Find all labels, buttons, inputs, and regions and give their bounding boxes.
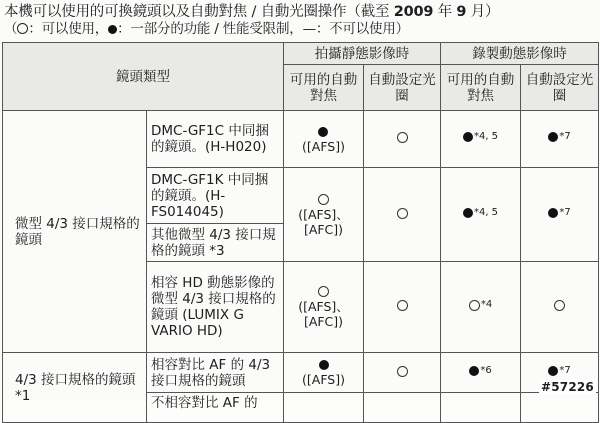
open-circle-icon <box>554 300 565 311</box>
legend-filled-text: ：一部分的功能 / 性能受限制， <box>117 21 303 37</box>
header-still-group: 拍攝靜態影像時 <box>284 43 441 65</box>
still-aperture-cell <box>364 262 441 353</box>
legend-open-paren: （ <box>4 21 18 37</box>
af-mode-text: ([AFS]、[AFC]) <box>298 299 349 329</box>
open-circle-icon <box>397 366 408 377</box>
lens-name-cell: DMC-GF1C 中同捆的鏡頭。(H-H020) <box>147 111 284 168</box>
still-af-cell <box>284 168 364 262</box>
movie-aperture-cell <box>521 111 599 168</box>
lens-name-cell: 相容對比 AF 的 4/3 接口規格的鏡頭 <box>147 353 284 393</box>
heading-prefix: 本機可以使用的可換鏡頭以及自動對焦 / 自動光圈操作（截至 <box>4 4 394 20</box>
symbol-legend <box>4 21 409 38</box>
legend-dash-text: —：不可以使用） <box>302 21 409 37</box>
lens-compatibility-table <box>2 42 599 423</box>
group-label-micro-four-thirds: 微型 4/3 接口規格的鏡頭 <box>3 111 147 353</box>
header-row-1 <box>3 43 599 65</box>
header-movie-group: 錄製動態影像時 <box>441 43 599 65</box>
footnote-mark: *4, 5 <box>473 131 499 142</box>
lens-name-cell: DMC-GF1K 中同捆的鏡頭。(H-FS014045) <box>147 168 284 224</box>
heading-year-suffix: 年 <box>433 4 457 20</box>
still-af-cell <box>284 353 364 393</box>
movie-aperture-cell <box>521 262 599 353</box>
header-movie-aperture: 自動設定光圈 <box>521 65 599 111</box>
footnote-mark: *4 <box>480 298 493 310</box>
af-mode-text: ([AFS]) <box>302 372 345 387</box>
heading-month: 9 <box>456 4 467 20</box>
lens-name-cell: 不相容對比 AF 的 <box>147 393 284 423</box>
header-lens-type: 鏡頭類型 <box>3 43 284 111</box>
filled-circle-icon <box>463 132 473 142</box>
table-row <box>3 353 599 393</box>
movie-aperture-cell <box>521 393 599 423</box>
open-circle-icon <box>397 300 408 311</box>
open-circle-icon <box>17 23 28 34</box>
lens-name-cell: 相容 HD 動態影像的微型 4/3 接口規格的鏡頭 (LUMIX G VARIO HD) <box>147 262 284 353</box>
open-circle-icon <box>397 132 408 143</box>
still-aperture-cell <box>364 168 441 262</box>
still-aperture-cell <box>364 393 441 423</box>
movie-af-cell <box>441 262 521 353</box>
header-still-aperture: 自動設定光圈 <box>364 65 441 111</box>
filled-circle-icon <box>108 25 117 34</box>
still-aperture-cell <box>364 353 441 393</box>
af-mode-text: ([AFS]、[AFC]) <box>298 206 349 237</box>
legend-open-text: ：可以使用， <box>28 21 109 37</box>
footnote-mark: *7 <box>559 131 571 142</box>
group-label-four-thirds: 4/3 接口規格的鏡頭 *1 <box>3 353 147 423</box>
header-movie-af: 可用的自動對焦 <box>441 65 521 111</box>
page-heading <box>4 3 499 21</box>
footnote-mark: *6 <box>480 364 492 376</box>
filled-circle-icon <box>548 208 558 218</box>
table-row <box>3 111 599 168</box>
filled-circle-icon <box>469 366 479 376</box>
filled-circle-icon <box>319 360 329 370</box>
open-circle-icon <box>318 286 329 297</box>
filled-circle-icon <box>463 208 473 218</box>
watermark-tag: #57226 <box>540 380 594 394</box>
movie-af-cell <box>441 353 521 393</box>
movie-af-cell <box>441 393 521 423</box>
heading-month-suffix: 月） <box>466 4 500 20</box>
still-af-cell <box>284 262 364 353</box>
filled-circle-icon <box>548 366 558 376</box>
movie-af-cell <box>441 168 521 262</box>
open-circle-icon <box>397 208 408 219</box>
footnote-mark: *4, 5 <box>473 206 499 218</box>
footnote-mark: *7 <box>559 206 571 218</box>
footnote-mark: *7 <box>559 364 571 376</box>
lens-name-cell: 其他微型 4/3 接口規格的鏡頭 *3 <box>147 224 284 262</box>
still-aperture-cell <box>364 111 441 168</box>
movie-af-cell <box>441 111 521 168</box>
movie-aperture-cell <box>521 168 599 262</box>
af-mode-text: ([AFS]) <box>302 138 345 154</box>
still-af-cell <box>284 393 364 423</box>
heading-year: 2009 <box>393 4 434 20</box>
header-still-af: 可用的自動對焦 <box>284 65 364 111</box>
filled-circle-icon <box>318 127 328 137</box>
open-circle-icon <box>318 194 329 205</box>
open-circle-icon <box>469 300 480 311</box>
still-af-cell <box>284 111 364 168</box>
filled-circle-icon <box>548 132 558 142</box>
